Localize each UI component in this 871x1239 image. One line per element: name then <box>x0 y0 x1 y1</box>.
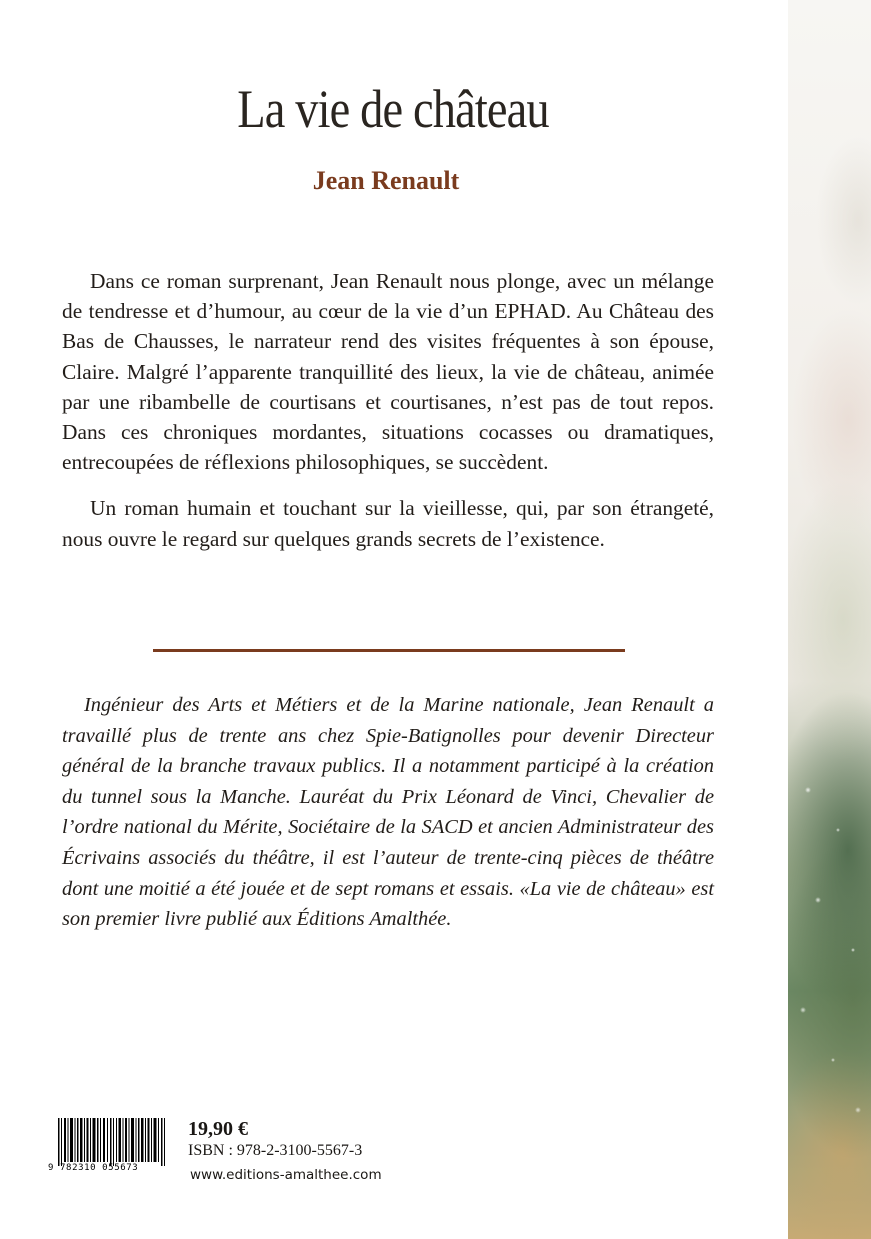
divider <box>153 649 625 652</box>
book-author: Jean Renault <box>312 166 460 195</box>
synopsis <box>62 266 714 554</box>
publisher-website: www.editions-amalthee.com <box>190 1167 382 1183</box>
synopsis-paragraph: Dans ce roman surprenant, Jean Renault nous plonge, avec un mélange de tendresse et d’humour, au cœur de la vie d’un EPHAD. Au Château des Bas de Chausses, le narrateur rend des visites fréquentes à son épouse, Claire. Malgré l’apparente tranquillité des lieux, la vie de château, animée par une ribambelle de courtisans et courtisanes, n’est pas de tout repos. Dans ces chroniques mordantes, situations cocasses ou dramatiques, entrecoupées de réflexions philosophiques, se succèdent. <box>62 269 714 475</box>
isbn: ISBN : 978-2-3100-5567-3 <box>188 1142 363 1159</box>
price: 19,90 € <box>188 1118 248 1140</box>
barcode-icon <box>48 1118 180 1190</box>
watercolor-texture <box>788 760 871 1180</box>
barcode-number: 9 782310 055673 <box>48 1163 139 1173</box>
author-bio: Ingénieur des Arts et Métiers et de la Marine nationale, Jean Renault a travaillé plus de trente ans chez Spie-Batignolles pour devenir Directeur général de la branche travaux publics. Il a notamment participé à la création du tunnel sous la Manche. Lauréat du Prix Léonard de Vinci, Chevalier de l’ordre national du Mérite, Sociétaire de la SACD et ancien Administrateur des Écrivains associés du théâtre, il est l’auteur de trente-cinq pièces de théâtre dont une moitié a été jouée et de sept romans et essais. «La vie de château» est son premier livre publié aux Éditions Amalthée. <box>62 694 714 931</box>
synopsis-paragraph: Un roman humain et touchant sur la vieillesse, qui, par son étrangeté, nous ouvre le regard sur quelques grands secrets de l’existence. <box>62 496 714 551</box>
book-title: La vie de château <box>237 79 549 139</box>
